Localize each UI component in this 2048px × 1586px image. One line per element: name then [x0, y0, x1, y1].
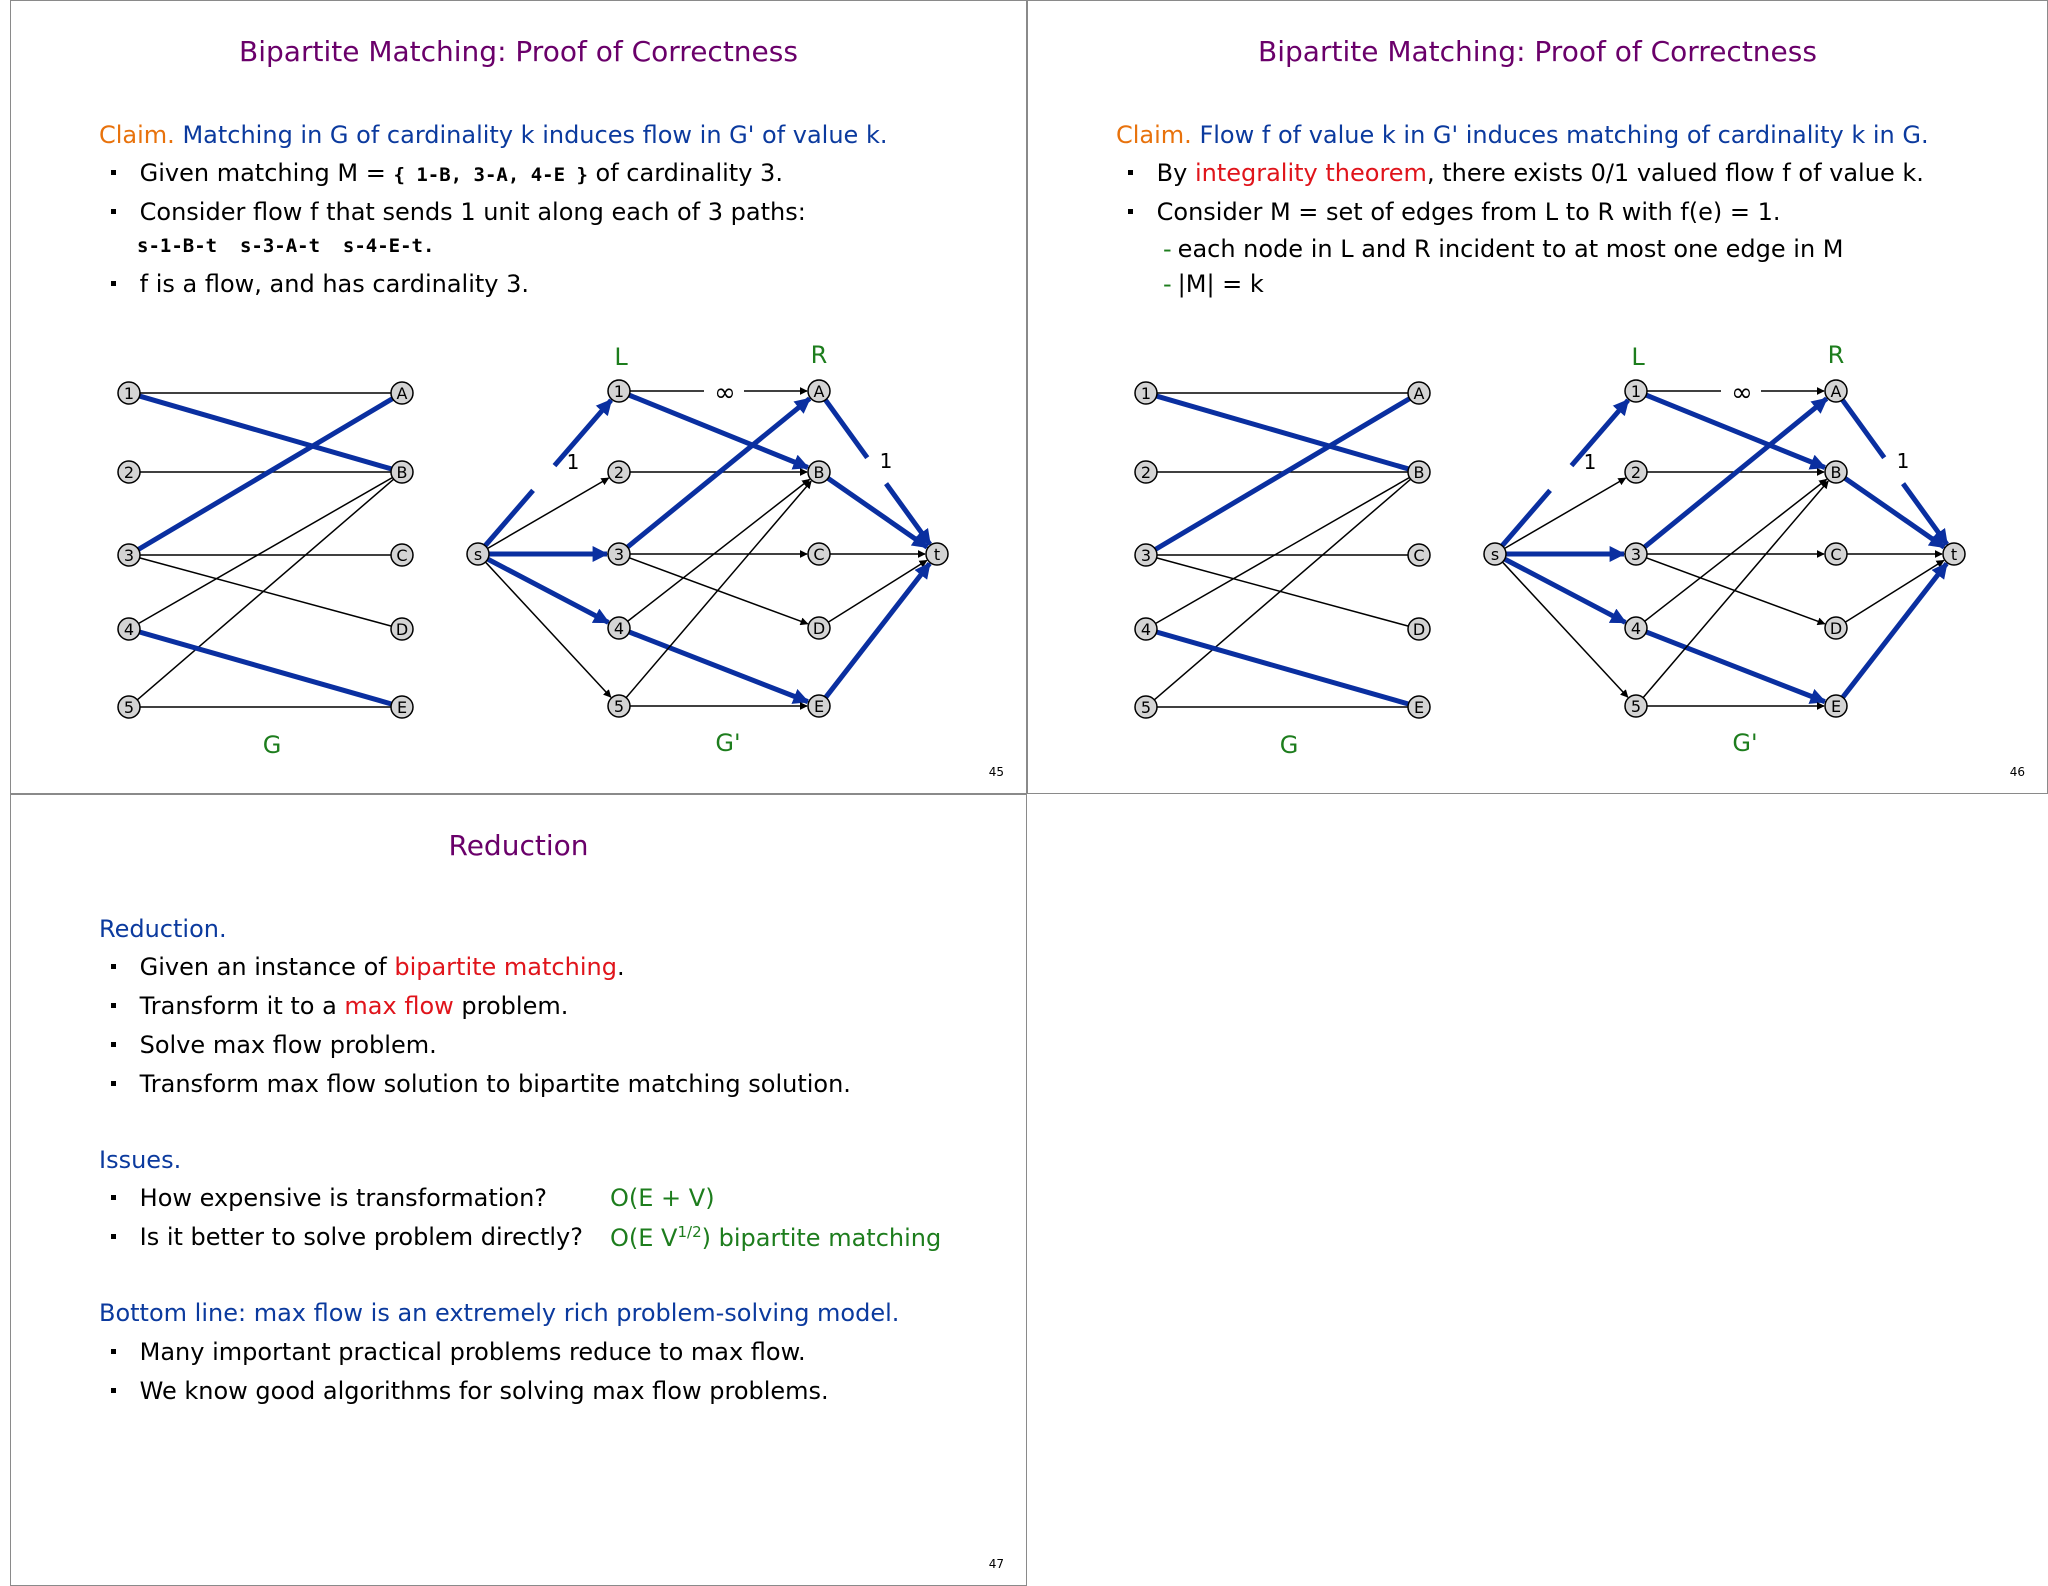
node-label: 5: [1630, 697, 1642, 716]
bottom-point-2: [111, 1377, 829, 1405]
node-label: D: [812, 619, 826, 638]
node-C: [1408, 544, 1430, 566]
node-label: t: [1950, 545, 1958, 564]
source-node: [1484, 543, 1506, 565]
flow-node-4: [608, 617, 630, 639]
matching-edge-3-A: [1155, 399, 1409, 550]
claim-text: Matching in G of cardinality k induces flow in G' of value k.: [182, 121, 888, 149]
node-label: 1: [1630, 382, 1642, 401]
flow-edge-s-5: [485, 562, 610, 697]
slide-46: [1027, 0, 2048, 794]
page-number: 46: [2009, 765, 2025, 779]
bullet-text: By: [1156, 159, 1195, 187]
node-label: 5: [123, 698, 135, 717]
flow-node-B: [808, 461, 830, 483]
dash-text: each node in L and R incident to at most one edge in M: [1177, 235, 1844, 263]
issue-2: [111, 1223, 583, 1251]
node-label: 1: [1140, 384, 1152, 403]
node-label: 3: [123, 546, 135, 565]
flow-edge-s-1-a: [485, 490, 533, 545]
flow-node-1: [608, 380, 630, 402]
dash-item-size: - |M| = k: [1163, 270, 1264, 298]
step-text: Solve max flow problem.: [139, 1031, 437, 1059]
bullet-text: Given matching M =: [139, 159, 394, 187]
flow-edge-4-B: [1645, 479, 1827, 621]
node-1: [1135, 382, 1157, 404]
flow-edge-s-1-b: [1571, 400, 1628, 466]
flow-node-2: [608, 461, 630, 483]
node-label: 2: [1140, 463, 1152, 482]
flow-edge-A-t-a: [825, 400, 867, 458]
node-label: E: [396, 698, 408, 717]
node-label: 4: [613, 619, 625, 638]
node-label: A: [1830, 382, 1842, 401]
matching-edge-1-B: [140, 396, 392, 469]
flow-edge-s-4: [1505, 559, 1626, 622]
flow-node-D: [808, 617, 830, 639]
bullet-text: of cardinality 3.: [587, 159, 783, 187]
node-label: B: [813, 463, 825, 482]
graph-diagram: [1028, 1, 2048, 795]
node-label: E: [1830, 697, 1842, 716]
label-R: R: [810, 341, 828, 369]
answer-text: ) bipartite matching: [701, 1224, 942, 1252]
flow-edge-4-E: [629, 632, 808, 702]
slide-title: Reduction: [448, 829, 589, 862]
label-R: R: [1827, 341, 1845, 369]
flow-edge-B-t: [828, 478, 927, 547]
flow-node-3: [608, 543, 630, 565]
node-D: [391, 618, 413, 640]
bullet-text: f is a flow, and has cardinality 3.: [139, 270, 530, 298]
flow-node-3: [1625, 543, 1647, 565]
flow-node-E: [1825, 695, 1847, 717]
node-label: 4: [1630, 619, 1642, 638]
flow-edge-s-1-b: [554, 400, 611, 466]
flow-node-C: [1825, 543, 1847, 565]
flow-edge-4-E: [1646, 632, 1825, 702]
flow-edge-A-t-a: [1842, 400, 1884, 458]
flow-edge-s-2: [1505, 478, 1626, 548]
node-label: 3: [613, 545, 625, 564]
capacity-label-right: 1: [879, 449, 893, 473]
node-label: D: [1829, 619, 1843, 638]
node-4: [1135, 618, 1157, 640]
node-label: A: [813, 382, 825, 401]
answer-exponent: 1/2: [677, 1223, 702, 1241]
issues-label: Issues.: [99, 1146, 182, 1174]
capacity-label-left: 1: [566, 450, 580, 474]
slide-45: [10, 0, 1027, 794]
step-text: Transform max flow solution to bipartite matching solution.: [139, 1070, 851, 1098]
flow-node-C: [808, 543, 830, 565]
dash-item-incident: - each node in L and R incident to at most one edge in M: [1163, 235, 1844, 263]
node-4: [118, 618, 140, 640]
flow-node-2: [1625, 461, 1647, 483]
flow-edge-3-D: [1646, 558, 1824, 624]
node-label: C: [1413, 546, 1425, 565]
node-label: B: [396, 463, 408, 482]
bullet-text: Consider M = set of edges from L to R with f(e) = 1.: [1156, 198, 1781, 226]
node-label: C: [1830, 545, 1842, 564]
label-L: L: [1631, 343, 1645, 371]
flow-node-5: [608, 695, 630, 717]
edge-4-B: [1156, 477, 1410, 623]
flow-edge-E-t: [1843, 563, 1947, 697]
source-node: [467, 543, 489, 565]
node-3: [1135, 544, 1157, 566]
node-label: A: [1413, 384, 1425, 403]
infinity-label: ∞: [714, 378, 736, 408]
bipartite-term: bipartite matching: [394, 953, 617, 981]
node-label: s: [1490, 545, 1500, 564]
node-label: E: [813, 697, 825, 716]
flow-edge-s-5: [1502, 562, 1627, 697]
flow-node-B: [1825, 461, 1847, 483]
page-number: 47: [988, 1557, 1004, 1571]
bullet-text: , there exists 0/1 valued flow f of value k.: [1426, 159, 1924, 187]
node-label: B: [1830, 463, 1842, 482]
paths-list: s-1-B-t s-3-A-t s-4-E-t.: [137, 235, 435, 257]
flow-edge-B-t: [1845, 478, 1944, 547]
node-label: 2: [123, 463, 135, 482]
claim-label: Claim.: [1116, 121, 1192, 149]
graph-diagram: [11, 1, 1028, 795]
flow-edge-3-A: [1645, 399, 1827, 547]
flow-edge-D-t: [828, 560, 927, 622]
node-3: [118, 544, 140, 566]
node-label: 2: [1630, 463, 1642, 482]
edge-3-D: [1157, 558, 1409, 626]
issue-2-answer: [610, 1223, 941, 1252]
flow-node-1: [1625, 380, 1647, 402]
node-label: 5: [613, 697, 625, 716]
node-label: s: [473, 545, 483, 564]
graph-label-gprime: G': [715, 729, 741, 757]
flow-edge-s-2: [488, 478, 609, 548]
slide-title: Bipartite Matching: Proof of Correctness: [1258, 35, 1817, 68]
node-B: [1408, 461, 1430, 483]
flow-node-A: [1825, 380, 1847, 402]
reduction-step-2: [111, 992, 568, 1020]
flow-edge-4-B: [628, 479, 810, 621]
edge-3-D: [140, 558, 392, 626]
reduction-step-1: [111, 953, 625, 981]
dash-text: |M| = k: [1177, 270, 1264, 298]
node-label: t: [933, 545, 941, 564]
node-label: D: [395, 620, 409, 639]
node-label: A: [396, 384, 408, 403]
slide-title: Bipartite Matching: Proof of Correctness: [239, 35, 798, 68]
issue-1-answer: O(E + V): [610, 1184, 715, 1212]
issue-text: Is it better to solve problem directly?: [139, 1223, 583, 1251]
flow-edge-s-1-a: [1502, 490, 1550, 545]
flow-edge-D-t: [1845, 560, 1944, 622]
point-text: We know good algorithms for solving max flow problems.: [139, 1377, 829, 1405]
node-label: C: [813, 545, 825, 564]
reduction-step-3: [111, 1031, 437, 1059]
integrality-term: integrality theorem: [1194, 159, 1427, 187]
node-label: 3: [1630, 545, 1642, 564]
step-text: Transform it to a: [139, 992, 345, 1020]
node-5: [118, 696, 140, 718]
step-text: problem.: [453, 992, 569, 1020]
matching-edge-4-E: [140, 632, 392, 704]
bullet-text: Consider flow f that sends 1 unit along each of 3 paths:: [139, 198, 806, 226]
sink-node: [926, 543, 948, 565]
matching-edge-3-A: [138, 399, 392, 550]
node-label: D: [1412, 620, 1426, 639]
node-B: [391, 461, 413, 483]
flow-node-5: [1625, 695, 1647, 717]
node-label: 5: [1140, 698, 1152, 717]
matching-set: { 1-B, 3-A, 4-E }: [393, 164, 588, 186]
node-label: 2: [613, 463, 625, 482]
matching-edge-4-E: [1157, 632, 1409, 704]
flow-node-D: [1825, 617, 1847, 639]
capacity-label-left: 1: [1583, 450, 1597, 474]
graph-label-g: G: [1279, 731, 1299, 759]
flow-edge-3-D: [629, 558, 807, 624]
step-text: .: [616, 953, 625, 981]
matching-edge-1-B: [1157, 396, 1409, 469]
label-L: L: [614, 343, 628, 371]
flow-edge-3-A: [628, 399, 810, 547]
point-text: Many important practical problems reduce to max flow.: [139, 1338, 806, 1366]
node-label: 4: [1140, 620, 1152, 639]
edge-4-B: [139, 477, 393, 623]
node-label: 3: [1140, 546, 1152, 565]
node-E: [1408, 696, 1430, 718]
bottom-point-1: [111, 1338, 806, 1366]
node-label: 1: [613, 382, 625, 401]
flow-edge-s-4: [488, 559, 609, 622]
issue-text: How expensive is transformation?: [139, 1184, 548, 1212]
graph-label-gprime: G': [1732, 729, 1758, 757]
sink-node: [1943, 543, 1965, 565]
node-2: [118, 461, 140, 483]
maxflow-term: max flow: [344, 992, 454, 1020]
reduction-label: Reduction.: [99, 915, 227, 943]
node-A: [391, 382, 413, 404]
node-label: C: [396, 546, 408, 565]
node-1: [118, 382, 140, 404]
graph-label-g: G: [262, 731, 282, 759]
flow-node-4: [1625, 617, 1647, 639]
step-text: Given an instance of: [139, 953, 395, 981]
page-number: 45: [988, 765, 1004, 779]
capacity-label-right: 1: [1896, 449, 1910, 473]
slide-47: [10, 794, 1027, 1586]
node-C: [391, 544, 413, 566]
node-label: 1: [123, 384, 135, 403]
node-2: [1135, 461, 1157, 483]
node-5: [1135, 696, 1157, 718]
flow-node-A: [808, 380, 830, 402]
issue-1: [111, 1184, 547, 1212]
node-label: E: [1413, 698, 1425, 717]
claim-label: Claim.: [99, 121, 175, 149]
node-E: [391, 696, 413, 718]
node-label: 4: [123, 620, 135, 639]
infinity-label: ∞: [1731, 378, 1753, 408]
bottom-line: Bottom line: max flow is an extremely rich problem-solving model.: [99, 1299, 900, 1327]
node-D: [1408, 618, 1430, 640]
node-A: [1408, 382, 1430, 404]
claim-text: Flow f of value k in G' induces matching of cardinality k in G.: [1199, 121, 1929, 149]
flow-node-E: [808, 695, 830, 717]
flow-edge-E-t: [826, 563, 930, 697]
answer-text: O(E V: [610, 1224, 678, 1252]
reduction-step-4: [111, 1070, 851, 1098]
node-label: B: [1413, 463, 1425, 482]
